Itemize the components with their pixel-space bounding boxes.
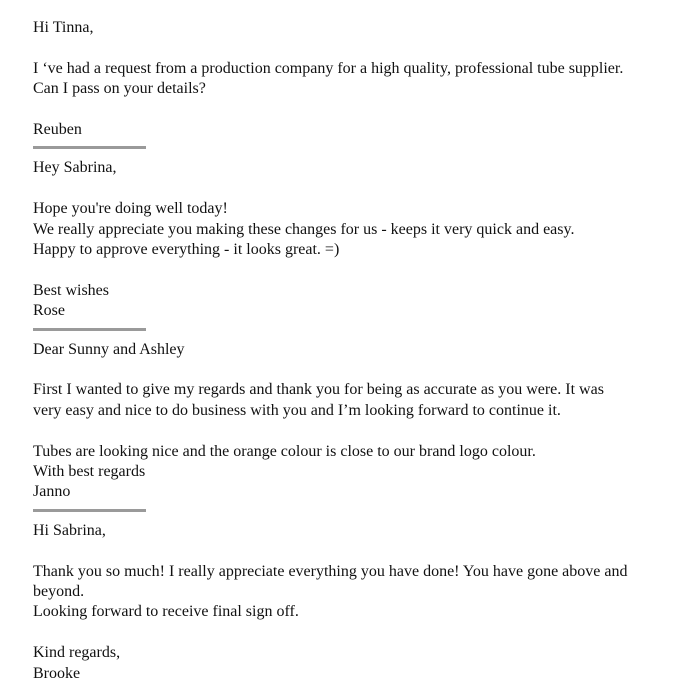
message-signature-name: Brooke xyxy=(33,664,81,682)
spacer xyxy=(33,360,683,380)
message-body-line: Can I pass on your details? xyxy=(33,80,206,98)
message-greeting: Hi Tinna, xyxy=(33,19,94,36)
spacer xyxy=(33,623,683,643)
message-body-line: Thank you so much! I really appreciate everything you have done! You have gone above and xyxy=(33,562,628,580)
message-signoff: Best wishes xyxy=(33,281,109,299)
divider xyxy=(33,328,146,331)
message-body-line: First I wanted to give my regards and thank you for being as accurate as you were. It was xyxy=(33,381,604,399)
message-body-line: Tubes are looking nice and the orange colour is close to our brand logo colour. xyxy=(33,442,536,460)
message-body-line: Looking forward to receive final sign off. xyxy=(33,603,299,621)
spacer xyxy=(33,179,683,199)
testimonials-document xyxy=(33,18,683,684)
message-3 xyxy=(33,340,683,503)
message-body-line: Happy to approve everything - it looks great. =) xyxy=(33,241,340,259)
spacer xyxy=(33,541,683,561)
message-greeting: Dear Sunny and Ashley xyxy=(33,340,185,358)
message-signoff: With best regards xyxy=(33,463,146,481)
spacer xyxy=(33,421,683,441)
message-signature-name: Rose xyxy=(33,302,65,320)
spacer xyxy=(33,260,683,280)
message-greeting: Hey Sabrina, xyxy=(33,159,117,177)
message-1 xyxy=(33,18,683,140)
divider xyxy=(33,146,146,149)
message-body-line: very easy and nice to do business with you and I’m looking forward to continue it. xyxy=(33,401,561,419)
message-greeting: Hi Sabrina, xyxy=(33,521,106,539)
message-4 xyxy=(33,521,683,684)
spacer xyxy=(33,38,683,58)
message-body-line: We really appreciate you making these changes for us - keeps it very quick and easy. xyxy=(33,220,575,238)
message-body-line: I ‘ve had a request from a production company for a high quality, professional tube supplier. xyxy=(33,59,624,77)
message-body-line: beyond. xyxy=(33,583,85,601)
spacer xyxy=(33,100,683,120)
message-signoff: Kind regards, xyxy=(33,644,121,662)
divider xyxy=(33,509,146,512)
message-signature-name: Reuben xyxy=(33,121,82,138)
message-signature-name: Janno xyxy=(33,483,71,501)
message-body-line: Hope you're doing well today! xyxy=(33,200,228,218)
message-2 xyxy=(33,158,683,321)
